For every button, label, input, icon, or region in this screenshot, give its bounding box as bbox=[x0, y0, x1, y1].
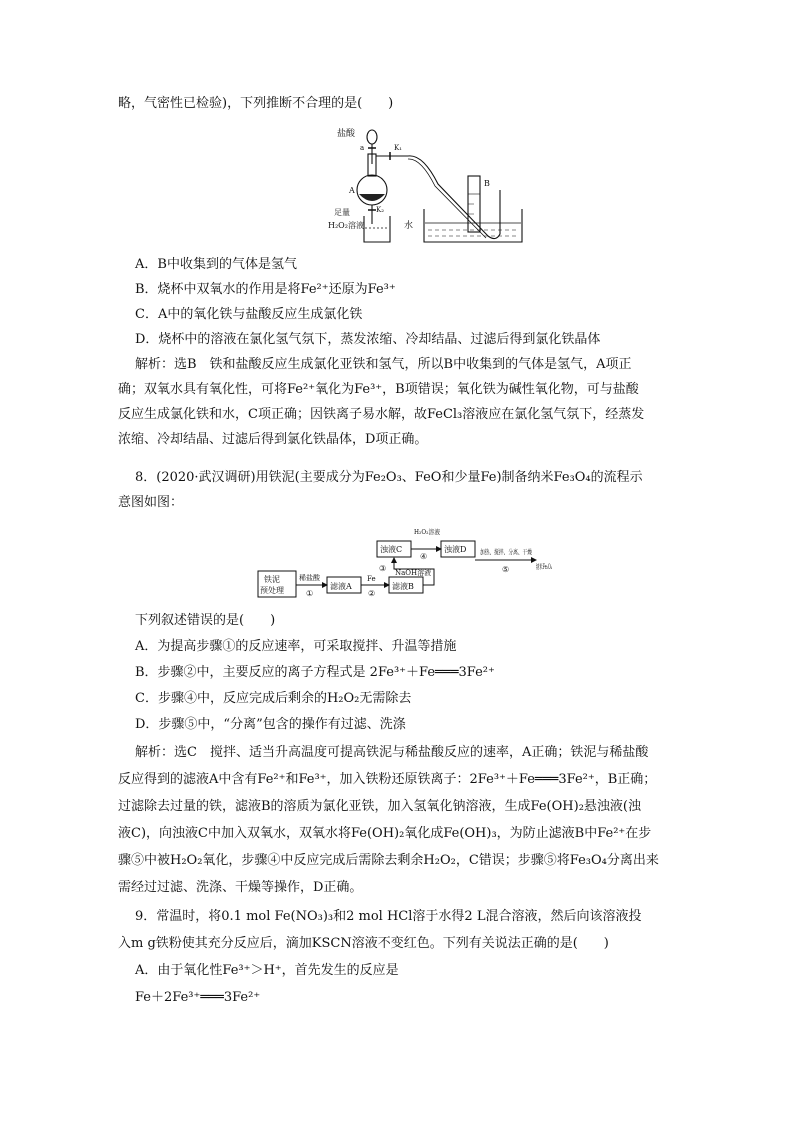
q8-analysis-1: 解析：选C 搅拌、适当升高温度可提高铁泥与稀盐酸反应的速率，A正确；铁泥与稀盐酸 bbox=[135, 745, 649, 760]
q7-analysis-2: 确；双氧水具有氧化性，可将Fe²⁺氧化为Fe³⁺，B项错误；氧化铁为碱性氧化物，可与盐酸 bbox=[118, 382, 639, 397]
q8-option-c: C．步骤④中，反应完成后剩余的H₂O₂无需除去 bbox=[135, 691, 412, 706]
flow-s2-num: ② bbox=[368, 589, 376, 598]
flow-s1-label: 稀盐酸 bbox=[299, 574, 320, 582]
q8-stem-2: 意图如图： bbox=[118, 495, 184, 510]
label-amount: 足量 bbox=[334, 208, 350, 217]
q7-analysis-3: 反应生成氯化铁和水，C项正确；因铁离子易水解，故FeCl₃溶液应在氯化氢气氛下，经蒸发 bbox=[118, 407, 645, 422]
q8-option-d: D．步骤⑤中，“分离”包含的操作有过滤、洗涤 bbox=[135, 717, 406, 732]
label-h2o2: H₂O₂溶液 bbox=[328, 221, 364, 230]
label-cylinder: B bbox=[484, 179, 490, 188]
flow-chart bbox=[254, 521, 570, 603]
beaker bbox=[364, 216, 390, 242]
flow-s5-label: 加热、搅拌、分离、干燥 bbox=[480, 548, 552, 556]
label-k2: K₂ bbox=[376, 206, 385, 214]
flow-h2o2: H₂O₂溶液 bbox=[414, 528, 444, 536]
q8-analysis-2: 反应得到的滤液A中含有Fe²⁺和Fe³⁺，加入铁粉还原铁离子：2Fe³⁺＋Fe═══3Fe²⁺，B正确； bbox=[118, 772, 657, 787]
apparatus-diagram bbox=[328, 124, 528, 248]
q8-sub-stem: 下列叙述错误的是( ) bbox=[135, 613, 276, 628]
q9-option-a: A．由于氧化性Fe³⁺＞H⁺，首先发生的反应是 bbox=[135, 963, 399, 978]
flow-s2-label: Fe bbox=[367, 575, 376, 583]
q7-option-a: A．B中收集到的气体是氢气 bbox=[135, 257, 297, 272]
q7-analysis-1: 解析：选B 铁和盐酸反应生成氯化亚铁和氢气，所以B中收集到的气体是氢气，A项正 bbox=[135, 357, 632, 372]
q8-analysis-5: 骤⑤中被H₂O₂氧化，步骤④中反应完成后需除去剩余H₂O₂，C错误；步骤⑤将Fe₃O₄分离出来 bbox=[118, 853, 659, 868]
label-water: 水 bbox=[404, 221, 414, 231]
flow-naoh: NaOH溶液 bbox=[395, 569, 432, 577]
flow-filtrate-a: 滤液A bbox=[330, 582, 352, 591]
q7-analysis-4: 浓缩、冷却结晶、过滤后得到氯化铁晶体，D项正确。 bbox=[118, 432, 428, 447]
q8-stem-1: 8．(2020·武汉调研)用铁泥(主要成分为Fe₂O₃、FeO和少量Fe)制备纳米Fe₃O₄的流程示 bbox=[135, 470, 643, 485]
q9-stem-2: 入m g铁粉使其充分反应后，滴加KSCN溶液不变红色。下列有关说法正确的是( ) bbox=[118, 936, 609, 951]
q8-option-a: A．为提高步骤①的反应速率，可采取搅拌、升温等措施 bbox=[135, 639, 457, 654]
flow-s5-num: ⑤ bbox=[502, 565, 510, 574]
q7-stem: 略，气密性已检验)，下列推断不合理的是( ) bbox=[118, 96, 394, 111]
q7-option-b: B．烧杯中双氧水的作用是将Fe²⁺还原为Fe³⁺ bbox=[135, 282, 396, 297]
delivery-tube bbox=[408, 156, 500, 239]
flow-s1-num: ① bbox=[306, 589, 314, 598]
flow-s3-num: ③ bbox=[379, 564, 387, 573]
flow-start-text: 预处理 bbox=[260, 586, 284, 595]
flow-s4-num: ④ bbox=[420, 552, 428, 561]
flow-product: 纳米Fe₃O₄ bbox=[536, 563, 570, 571]
flow-turbid-d: 浊液D bbox=[444, 545, 467, 554]
dropping-funnel bbox=[367, 130, 377, 144]
flow-svg bbox=[254, 521, 570, 599]
q8-analysis-3: 过滤除去过量的铁，滤液B的溶质为氯化亚铁，加入氢氧化钠溶液，生成Fe(OH)₂悬浊液(浊 bbox=[118, 799, 641, 814]
q9-stem-1: 9．常温时，将0.1 mol Fe(NO₃)₃和2 mol HCl溶于水得2 L混合溶液，然后向该溶液投 bbox=[135, 909, 642, 924]
q9-option-a-equation: Fe＋2Fe³⁺═══3Fe²⁺ bbox=[135, 990, 261, 1005]
q7-option-c: C．A中的氧化铁与盐酸反应生成氯化铁 bbox=[135, 307, 363, 322]
q7-option-d: D．烧杯中的溶液在氯化氢气氛下，蒸发浓缩、冷却结晶、过滤后得到氯化铁晶体 bbox=[135, 332, 601, 347]
label-flask: A bbox=[349, 186, 355, 195]
apparatus-svg bbox=[328, 124, 528, 244]
label-a: a bbox=[360, 144, 365, 152]
flow-filtrate-b: 滤液B bbox=[392, 582, 414, 591]
label-acid: 盐酸 bbox=[337, 129, 356, 139]
flow-turbid-c: 浊液C bbox=[380, 545, 403, 554]
label-k1: K₁ bbox=[394, 144, 403, 152]
q8-analysis-6: 需经过过滤、洗涤、干燥等操作，D正确。 bbox=[118, 880, 363, 895]
flow-start-1: 铁泥 bbox=[264, 575, 280, 584]
q8-option-b: B．步骤②中，主要反应的离子方程式是 2Fe³⁺＋Fe═══3Fe²⁺ bbox=[135, 665, 495, 680]
q8-analysis-4: 液C)，向浊液C中加入双氧水，双氧水将Fe(OH)₂氧化成Fe(OH)₃，为防止滤液B中Fe²⁺在步 bbox=[118, 826, 652, 841]
